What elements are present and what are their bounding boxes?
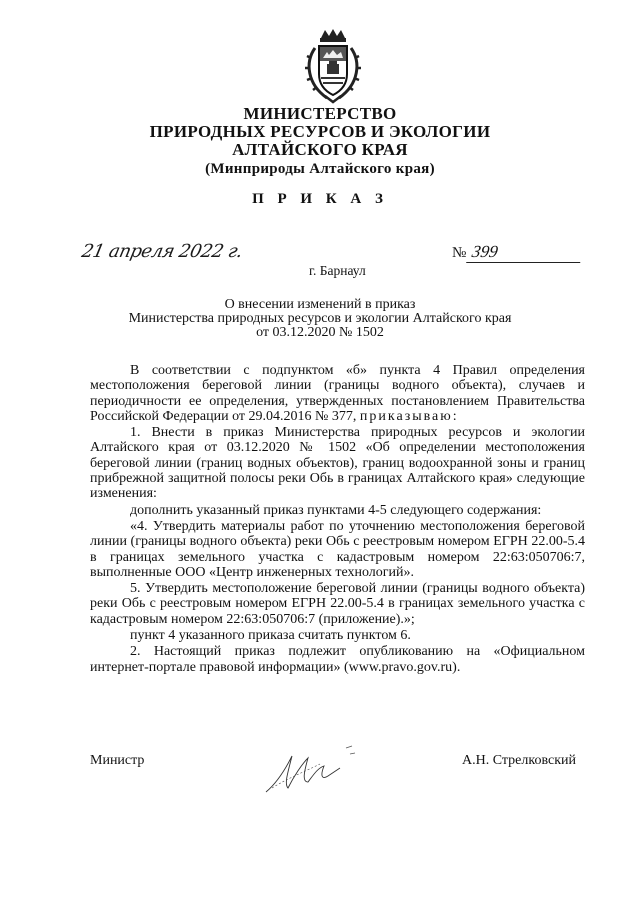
subject-line-1: О внесении изменений в приказ	[224, 297, 416, 312]
number-sign: №	[452, 245, 467, 261]
signer-position: Министр	[90, 753, 145, 768]
order-number	[452, 242, 582, 263]
signature-icon	[258, 738, 368, 798]
ministry-name-line-3: АЛТАЙСКОГО КРАЯ	[232, 140, 408, 159]
handwritten-number: 399	[466, 242, 584, 263]
subject-line-3: от 03.12.2020 № 1502	[256, 325, 384, 340]
document-type-title: П Р И К А З	[252, 191, 388, 207]
preamble-order-word: приказываю:	[359, 408, 459, 424]
city-name: г. Барнаул	[309, 263, 366, 278]
ministry-short-name: (Минприроды Алтайского края)	[205, 161, 435, 177]
paragraph-item-5: 5. Утвердить местоположение береговой линии (границы водного объекта) реки Обь с реестровым номером ЕГРН 22.00-5.4 в границах земельного участка с кадастровым номером 22:63:050706:7 (приложение).»;	[90, 581, 585, 627]
ministry-name-line-1: МИНИСТЕРСТВО	[243, 104, 397, 123]
paragraph-item-1: 1. Внести в приказ Министерства природных ресурсов и экологии Алтайского края от 03.12.2020 № 1502 «Об определении местоположения береговой линии (границ водных объектов), границ водоохранной зоны и границ прибрежной защитной полосы реки Обь в границах Алтайского края» следующие изменения:	[90, 425, 585, 502]
paragraph-preamble	[90, 363, 585, 424]
signer-name: А.Н. Стрелковский	[462, 753, 576, 768]
ministry-name-line-2: ПРИРОДНЫХ РЕСУРСОВ И ЭКОЛОГИИ	[149, 122, 491, 141]
coat-of-arms-icon	[301, 28, 365, 104]
paragraph-amendment-intro: дополнить указанный приказ пунктами 4-5 следующего содержания:	[130, 502, 542, 518]
paragraph-renumbering: пункт 4 указанного приказа считать пунктом 6.	[130, 628, 411, 644]
paragraph-item-4: «4. Утвердить материалы работ по уточнению местоположения береговой линии (границы водного объекта) реки Обь с реестровым номером ЕГРН 22.00-5.4 в границах земельного участка с кадастровым номером 22:63:050706:7, выполненные ООО «Центр инженерных технологий».	[90, 518, 585, 580]
order-body	[90, 363, 585, 676]
preamble-text: В соответствии с подпунктом «б» пункта 4 Правил определения местоположения береговой линии (границы водного объекта), случаев и периодичности ее определения, утвержденных постановлением Правительства Российской Федерации от 29.04.2016 № 377,	[90, 363, 585, 424]
order-subject	[0, 298, 640, 340]
handwritten-date: 21 апреля 2022 г.	[79, 241, 245, 262]
subject-line-2: Министерства природных ресурсов и экологии Алтайского края	[128, 311, 512, 326]
paragraph-item-2: 2. Настоящий приказ подлежит опубликованию на «Официальном интернет-портале правовой информации» (www.pravo.gov.ru).	[90, 644, 585, 675]
